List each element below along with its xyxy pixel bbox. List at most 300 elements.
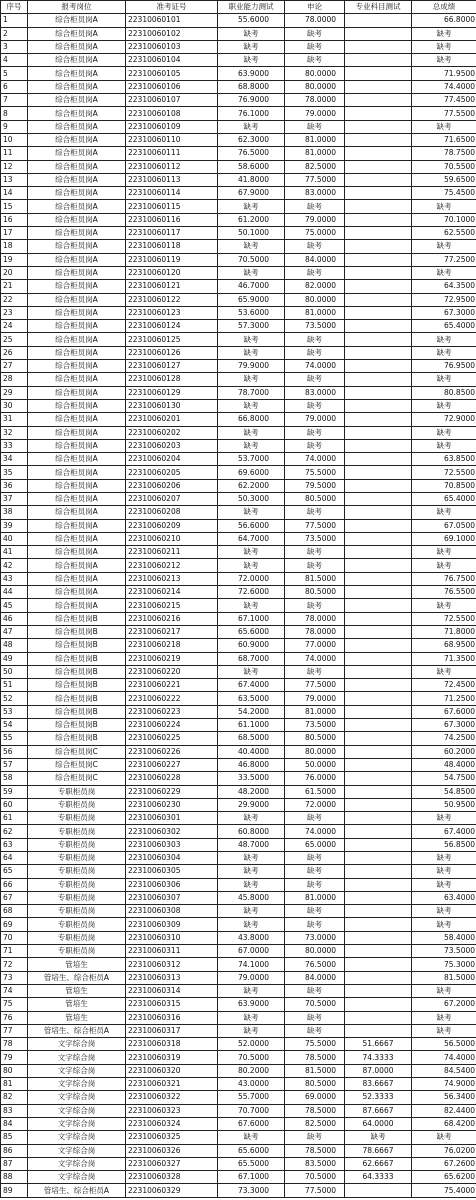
table-row bbox=[1, 984, 476, 997]
cell-total-score: 70.8500 bbox=[412, 479, 476, 492]
cell-position: 综合柜员岗A bbox=[28, 426, 126, 439]
cell-professional-test bbox=[345, 187, 412, 200]
cell-professional-test bbox=[345, 772, 412, 785]
cell-position: 综合柜员岗A bbox=[28, 266, 126, 279]
cell-ticket-number: 22310060105 bbox=[126, 67, 218, 80]
cell-aptitude-test: 65.6000 bbox=[218, 625, 285, 638]
cell-ticket-number: 22310060222 bbox=[126, 692, 218, 705]
cell-index: 43 bbox=[1, 572, 28, 585]
cell-position: 综合柜员岗B bbox=[28, 679, 126, 692]
table-row bbox=[1, 426, 476, 439]
cell-total-score: 50.9500 bbox=[412, 798, 476, 811]
cell-aptitude-test: 67.1000 bbox=[218, 1171, 285, 1184]
cell-essay: 缺考 bbox=[285, 984, 345, 997]
cell-essay: 82.5000 bbox=[285, 1117, 345, 1130]
cell-index: 84 bbox=[1, 1117, 28, 1130]
cell-ticket-number: 22310060314 bbox=[126, 984, 218, 997]
cell-essay: 80.0000 bbox=[285, 80, 345, 93]
cell-essay: 81.5000 bbox=[285, 1064, 345, 1077]
cell-aptitude-test: 缺考 bbox=[218, 812, 285, 825]
cell-essay: 65.0000 bbox=[285, 838, 345, 851]
cell-essay: 缺考 bbox=[285, 852, 345, 865]
cell-essay: 74.0000 bbox=[285, 360, 345, 373]
cell-aptitude-test: 72.0000 bbox=[218, 572, 285, 585]
cell-index: 35 bbox=[1, 466, 28, 479]
table-row bbox=[1, 399, 476, 412]
cell-aptitude-test: 70.7000 bbox=[218, 1104, 285, 1117]
cell-total-score: 54.8500 bbox=[412, 785, 476, 798]
table-row bbox=[1, 280, 476, 293]
cell-professional-test bbox=[345, 852, 412, 865]
cell-essay: 78.0000 bbox=[285, 94, 345, 107]
cell-total-score: 72.5500 bbox=[412, 612, 476, 625]
table-row bbox=[1, 107, 476, 120]
cell-ticket-number: 22310060130 bbox=[126, 399, 218, 412]
cell-position: 综合柜员岗A bbox=[28, 599, 126, 612]
table-row bbox=[1, 1157, 476, 1170]
cell-ticket-number: 22310060205 bbox=[126, 466, 218, 479]
cell-essay: 80.0000 bbox=[285, 67, 345, 80]
cell-position: 管培生 bbox=[28, 958, 126, 971]
cell-ticket-number: 22310060312 bbox=[126, 958, 218, 971]
table-row bbox=[1, 133, 476, 146]
cell-aptitude-test: 缺考 bbox=[218, 852, 285, 865]
cell-professional-test bbox=[345, 240, 412, 253]
cell-aptitude-test: 67.9000 bbox=[218, 187, 285, 200]
cell-total-score: 81.5000 bbox=[412, 971, 476, 984]
cell-total-score: 65.4000 bbox=[412, 492, 476, 505]
cell-ticket-number: 22310060128 bbox=[126, 373, 218, 386]
cell-total-score: 74.4000 bbox=[412, 1051, 476, 1064]
cell-professional-test: 51.6667 bbox=[345, 1038, 412, 1051]
table-row bbox=[1, 758, 476, 771]
cell-aptitude-test: 缺考 bbox=[218, 346, 285, 359]
cell-aptitude-test: 79.9000 bbox=[218, 360, 285, 373]
header-total-score: 总成绩 bbox=[412, 1, 476, 14]
cell-total-score: 缺考 bbox=[412, 918, 476, 931]
cell-essay: 缺考 bbox=[285, 266, 345, 279]
cell-ticket-number: 22310060109 bbox=[126, 120, 218, 133]
cell-essay: 61.5000 bbox=[285, 785, 345, 798]
cell-professional-test bbox=[345, 54, 412, 67]
cell-professional-test bbox=[345, 453, 412, 466]
cell-aptitude-test: 缺考 bbox=[218, 200, 285, 213]
cell-aptitude-test: 缺考 bbox=[218, 665, 285, 678]
cell-aptitude-test: 53.7000 bbox=[218, 453, 285, 466]
cell-index: 33 bbox=[1, 439, 28, 452]
cell-aptitude-test: 缺考 bbox=[218, 240, 285, 253]
cell-ticket-number: 22310060323 bbox=[126, 1104, 218, 1117]
table-row bbox=[1, 559, 476, 572]
cell-professional-test bbox=[345, 280, 412, 293]
cell-aptitude-test: 46.8000 bbox=[218, 758, 285, 771]
cell-aptitude-test: 78.7000 bbox=[218, 386, 285, 399]
cell-ticket-number: 22310060301 bbox=[126, 812, 218, 825]
cell-ticket-number: 22310060318 bbox=[126, 1038, 218, 1051]
cell-aptitude-test: 76.5000 bbox=[218, 147, 285, 160]
cell-ticket-number: 22310060322 bbox=[126, 1091, 218, 1104]
cell-professional-test bbox=[345, 878, 412, 891]
cell-position: 综合柜员岗A bbox=[28, 173, 126, 186]
cell-aptitude-test: 缺考 bbox=[218, 40, 285, 53]
cell-total-score: 缺考 bbox=[412, 120, 476, 133]
cell-professional-test bbox=[345, 1011, 412, 1024]
table-row bbox=[1, 1117, 476, 1130]
cell-aptitude-test: 缺考 bbox=[218, 120, 285, 133]
cell-position: 综合柜员岗A bbox=[28, 94, 126, 107]
cell-essay: 78.0000 bbox=[285, 14, 345, 27]
cell-position: 综合柜员岗A bbox=[28, 559, 126, 572]
cell-total-score: 63.4000 bbox=[412, 891, 476, 904]
cell-index: 23 bbox=[1, 306, 28, 319]
cell-ticket-number: 22310060329 bbox=[126, 1184, 218, 1197]
cell-total-score: 58.4000 bbox=[412, 931, 476, 944]
cell-essay: 70.5000 bbox=[285, 998, 345, 1011]
cell-essay: 75.5000 bbox=[285, 1038, 345, 1051]
cell-total-score: 缺考 bbox=[412, 865, 476, 878]
table-row bbox=[1, 838, 476, 851]
cell-aptitude-test: 74.1000 bbox=[218, 958, 285, 971]
cell-index: 27 bbox=[1, 360, 28, 373]
cell-index: 76 bbox=[1, 1011, 28, 1024]
cell-professional-test bbox=[345, 360, 412, 373]
cell-index: 48 bbox=[1, 639, 28, 652]
cell-professional-test bbox=[345, 426, 412, 439]
cell-essay: 81.0000 bbox=[285, 891, 345, 904]
cell-total-score: 76.5500 bbox=[412, 586, 476, 599]
cell-position: 综合柜员岗A bbox=[28, 306, 126, 319]
table-row bbox=[1, 532, 476, 545]
cell-position: 综合柜员岗A bbox=[28, 240, 126, 253]
cell-ticket-number: 22310060207 bbox=[126, 492, 218, 505]
cell-total-score: 56.3400 bbox=[412, 1091, 476, 1104]
cell-position: 综合柜员岗A bbox=[28, 479, 126, 492]
cell-professional-test bbox=[345, 14, 412, 27]
cell-ticket-number: 22310060305 bbox=[126, 865, 218, 878]
cell-ticket-number: 22310060114 bbox=[126, 187, 218, 200]
cell-ticket-number: 22310060108 bbox=[126, 107, 218, 120]
cell-index: 18 bbox=[1, 240, 28, 253]
cell-aptitude-test: 缺考 bbox=[218, 1131, 285, 1144]
table-row bbox=[1, 346, 476, 359]
cell-ticket-number: 22310060227 bbox=[126, 758, 218, 771]
table-row bbox=[1, 227, 476, 240]
cell-position: 综合柜员岗A bbox=[28, 333, 126, 346]
cell-position: 综合柜员岗A bbox=[28, 107, 126, 120]
cell-aptitude-test: 缺考 bbox=[218, 333, 285, 346]
cell-position: 综合柜员岗A bbox=[28, 399, 126, 412]
cell-total-score: 缺考 bbox=[412, 54, 476, 67]
cell-essay: 78.0000 bbox=[285, 612, 345, 625]
cell-professional-test bbox=[345, 998, 412, 1011]
cell-aptitude-test: 缺考 bbox=[218, 599, 285, 612]
cell-essay: 82.5000 bbox=[285, 160, 345, 173]
cell-essay: 81.5000 bbox=[285, 572, 345, 585]
cell-position: 文字综合岗 bbox=[28, 1064, 126, 1077]
cell-professional-test bbox=[345, 984, 412, 997]
cell-aptitude-test: 72.6000 bbox=[218, 586, 285, 599]
cell-professional-test bbox=[345, 812, 412, 825]
cell-total-score: 缺考 bbox=[412, 812, 476, 825]
cell-position: 综合柜员岗A bbox=[28, 466, 126, 479]
cell-essay: 缺考 bbox=[285, 1024, 345, 1037]
cell-aptitude-test: 61.2000 bbox=[218, 213, 285, 226]
cell-ticket-number: 22310060107 bbox=[126, 94, 218, 107]
cell-ticket-number: 22310060221 bbox=[126, 679, 218, 692]
cell-professional-test bbox=[345, 679, 412, 692]
cell-total-score: 66.8000 bbox=[412, 14, 476, 27]
cell-position: 综合柜员岗A bbox=[28, 506, 126, 519]
cell-ticket-number: 22310060106 bbox=[126, 80, 218, 93]
cell-position: 文字综合岗 bbox=[28, 1117, 126, 1130]
cell-total-score: 63.8500 bbox=[412, 453, 476, 466]
cell-index: 31 bbox=[1, 413, 28, 426]
cell-aptitude-test: 62.2000 bbox=[218, 479, 285, 492]
cell-ticket-number: 22310060129 bbox=[126, 386, 218, 399]
cell-ticket-number: 22310060229 bbox=[126, 785, 218, 798]
cell-index: 2 bbox=[1, 27, 28, 40]
cell-aptitude-test: 41.8000 bbox=[218, 173, 285, 186]
cell-aptitude-test: 43.8000 bbox=[218, 931, 285, 944]
cell-professional-test bbox=[345, 253, 412, 266]
cell-ticket-number: 22310060303 bbox=[126, 838, 218, 851]
cell-essay: 缺考 bbox=[285, 599, 345, 612]
cell-position: 综合柜员岗A bbox=[28, 546, 126, 559]
cell-ticket-number: 22310060212 bbox=[126, 559, 218, 572]
cell-total-score: 缺考 bbox=[412, 984, 476, 997]
cell-index: 51 bbox=[1, 679, 28, 692]
cell-position: 专职柜员岗 bbox=[28, 891, 126, 904]
cell-ticket-number: 22310060121 bbox=[126, 280, 218, 293]
table-row bbox=[1, 266, 476, 279]
cell-professional-test bbox=[345, 333, 412, 346]
cell-total-score: 65.6200 bbox=[412, 1171, 476, 1184]
cell-essay: 78.0000 bbox=[285, 625, 345, 638]
cell-index: 71 bbox=[1, 945, 28, 958]
cell-aptitude-test: 80.2000 bbox=[218, 1064, 285, 1077]
table-row bbox=[1, 14, 476, 27]
cell-ticket-number: 22310060120 bbox=[126, 266, 218, 279]
cell-essay: 缺考 bbox=[285, 506, 345, 519]
cell-aptitude-test: 68.8000 bbox=[218, 80, 285, 93]
table-row bbox=[1, 998, 476, 1011]
table-row bbox=[1, 1038, 476, 1051]
cell-total-score: 68.4200 bbox=[412, 1117, 476, 1130]
cell-position: 管培生、综合柜员A bbox=[28, 1184, 126, 1197]
cell-total-score: 48.4000 bbox=[412, 758, 476, 771]
cell-index: 56 bbox=[1, 745, 28, 758]
cell-total-score: 71.8000 bbox=[412, 625, 476, 638]
table-row bbox=[1, 1064, 476, 1077]
table-row bbox=[1, 719, 476, 732]
cell-total-score: 77.2500 bbox=[412, 253, 476, 266]
cell-professional-test bbox=[345, 705, 412, 718]
cell-ticket-number: 22310060124 bbox=[126, 320, 218, 333]
table-row bbox=[1, 1011, 476, 1024]
cell-ticket-number: 22310060321 bbox=[126, 1078, 218, 1091]
cell-aptitude-test: 43.0000 bbox=[218, 1078, 285, 1091]
cell-professional-test bbox=[345, 173, 412, 186]
cell-total-score: 72.5500 bbox=[412, 466, 476, 479]
cell-total-score: 72.4500 bbox=[412, 679, 476, 692]
cell-total-score: 71.9500 bbox=[412, 67, 476, 80]
table-row bbox=[1, 360, 476, 373]
cell-position: 文字综合岗 bbox=[28, 1131, 126, 1144]
cell-essay: 76.5000 bbox=[285, 958, 345, 971]
cell-ticket-number: 22310060315 bbox=[126, 998, 218, 1011]
cell-ticket-number: 22310060111 bbox=[126, 147, 218, 160]
cell-essay: 80.5000 bbox=[285, 732, 345, 745]
cell-aptitude-test: 64.7000 bbox=[218, 532, 285, 545]
cell-index: 34 bbox=[1, 453, 28, 466]
cell-essay: 缺考 bbox=[285, 373, 345, 386]
cell-ticket-number: 22310060306 bbox=[126, 878, 218, 891]
cell-index: 12 bbox=[1, 160, 28, 173]
cell-total-score: 76.7500 bbox=[412, 572, 476, 585]
cell-professional-test bbox=[345, 1184, 412, 1197]
cell-total-score: 67.3000 bbox=[412, 306, 476, 319]
cell-position: 文字综合岗 bbox=[28, 1078, 126, 1091]
cell-essay: 80.5000 bbox=[285, 492, 345, 505]
cell-position: 文字综合岗 bbox=[28, 1157, 126, 1170]
cell-aptitude-test: 63.9000 bbox=[218, 998, 285, 1011]
cell-index: 77 bbox=[1, 1024, 28, 1037]
cell-ticket-number: 22310060110 bbox=[126, 133, 218, 146]
cell-aptitude-test: 33.5000 bbox=[218, 772, 285, 785]
cell-professional-test bbox=[345, 798, 412, 811]
cell-position: 综合柜员岗A bbox=[28, 160, 126, 173]
cell-position: 专职柜员岗 bbox=[28, 945, 126, 958]
cell-essay: 74.0000 bbox=[285, 652, 345, 665]
cell-aptitude-test: 67.4000 bbox=[218, 679, 285, 692]
cell-aptitude-test: 67.6000 bbox=[218, 1117, 285, 1130]
cell-index: 86 bbox=[1, 1144, 28, 1157]
cell-ticket-number: 22310060115 bbox=[126, 200, 218, 213]
cell-essay: 缺考 bbox=[285, 918, 345, 931]
cell-aptitude-test: 76.1000 bbox=[218, 107, 285, 120]
cell-total-score: 缺考 bbox=[412, 546, 476, 559]
cell-index: 29 bbox=[1, 386, 28, 399]
table-row bbox=[1, 798, 476, 811]
header-position: 报考岗位 bbox=[28, 1, 126, 14]
table-row bbox=[1, 147, 476, 160]
cell-index: 14 bbox=[1, 187, 28, 200]
cell-ticket-number: 22310060226 bbox=[126, 745, 218, 758]
table-row bbox=[1, 931, 476, 944]
cell-ticket-number: 22310060204 bbox=[126, 453, 218, 466]
cell-position: 综合柜员岗A bbox=[28, 492, 126, 505]
cell-total-score: 缺考 bbox=[412, 426, 476, 439]
cell-index: 61 bbox=[1, 812, 28, 825]
cell-index: 53 bbox=[1, 705, 28, 718]
cell-ticket-number: 22310060213 bbox=[126, 572, 218, 585]
cell-essay: 80.0000 bbox=[285, 293, 345, 306]
cell-total-score: 75.4000 bbox=[412, 1184, 476, 1197]
table-row bbox=[1, 54, 476, 67]
cell-index: 36 bbox=[1, 479, 28, 492]
cell-essay: 79.0000 bbox=[285, 107, 345, 120]
cell-aptitude-test: 29.9000 bbox=[218, 798, 285, 811]
cell-index: 32 bbox=[1, 426, 28, 439]
table-row bbox=[1, 253, 476, 266]
cell-professional-test bbox=[345, 719, 412, 732]
cell-professional-test bbox=[345, 546, 412, 559]
cell-ticket-number: 22310060217 bbox=[126, 625, 218, 638]
cell-index: 49 bbox=[1, 652, 28, 665]
cell-aptitude-test: 50.3000 bbox=[218, 492, 285, 505]
cell-essay: 78.5000 bbox=[285, 1144, 345, 1157]
cell-aptitude-test: 56.6000 bbox=[218, 519, 285, 532]
cell-aptitude-test: 65.5000 bbox=[218, 1157, 285, 1170]
cell-ticket-number: 22310060203 bbox=[126, 439, 218, 452]
cell-professional-test: 87.0000 bbox=[345, 1064, 412, 1077]
table-row bbox=[1, 492, 476, 505]
cell-index: 15 bbox=[1, 200, 28, 213]
table-row bbox=[1, 479, 476, 492]
cell-index: 63 bbox=[1, 838, 28, 851]
cell-position: 管培生 bbox=[28, 998, 126, 1011]
cell-essay: 80.5000 bbox=[285, 1078, 345, 1091]
cell-essay: 73.5000 bbox=[285, 320, 345, 333]
table-row bbox=[1, 173, 476, 186]
cell-total-score: 67.4000 bbox=[412, 825, 476, 838]
cell-aptitude-test: 60.9000 bbox=[218, 639, 285, 652]
cell-essay: 80.5000 bbox=[285, 586, 345, 599]
cell-index: 40 bbox=[1, 532, 28, 545]
cell-index: 64 bbox=[1, 852, 28, 865]
cell-essay: 缺考 bbox=[285, 1011, 345, 1024]
cell-total-score: 缺考 bbox=[412, 27, 476, 40]
cell-aptitude-test: 缺考 bbox=[218, 918, 285, 931]
cell-total-score: 56.5000 bbox=[412, 1038, 476, 1051]
table-row bbox=[1, 306, 476, 319]
cell-essay: 缺考 bbox=[285, 40, 345, 53]
cell-essay: 77.5000 bbox=[285, 173, 345, 186]
cell-ticket-number: 22310060117 bbox=[126, 227, 218, 240]
cell-position: 综合柜员岗C bbox=[28, 745, 126, 758]
cell-position: 综合柜员岗A bbox=[28, 346, 126, 359]
cell-professional-test: 74.3333 bbox=[345, 1051, 412, 1064]
cell-professional-test bbox=[345, 107, 412, 120]
cell-total-score: 78.7500 bbox=[412, 147, 476, 160]
cell-aptitude-test: 缺考 bbox=[218, 865, 285, 878]
cell-position: 综合柜员岗A bbox=[28, 413, 126, 426]
cell-total-score: 77.4500 bbox=[412, 94, 476, 107]
cell-index: 57 bbox=[1, 758, 28, 771]
table-row bbox=[1, 320, 476, 333]
cell-position: 综合柜员岗A bbox=[28, 386, 126, 399]
cell-professional-test bbox=[345, 559, 412, 572]
cell-professional-test bbox=[345, 612, 412, 625]
cell-professional-test bbox=[345, 838, 412, 851]
cell-essay: 79.5000 bbox=[285, 479, 345, 492]
cell-professional-test bbox=[345, 306, 412, 319]
cell-total-score: 缺考 bbox=[412, 905, 476, 918]
cell-essay: 78.5000 bbox=[285, 1104, 345, 1117]
cell-index: 28 bbox=[1, 373, 28, 386]
cell-aptitude-test: 缺考 bbox=[218, 27, 285, 40]
cell-total-score: 缺考 bbox=[412, 665, 476, 678]
cell-essay: 缺考 bbox=[285, 812, 345, 825]
cell-position: 专职柜员岗 bbox=[28, 931, 126, 944]
cell-position: 综合柜员岗A bbox=[28, 67, 126, 80]
cell-professional-test bbox=[345, 213, 412, 226]
cell-index: 74 bbox=[1, 984, 28, 997]
cell-ticket-number: 22310060126 bbox=[126, 346, 218, 359]
cell-ticket-number: 22310060101 bbox=[126, 14, 218, 27]
cell-total-score: 67.6000 bbox=[412, 705, 476, 718]
cell-index: 59 bbox=[1, 785, 28, 798]
